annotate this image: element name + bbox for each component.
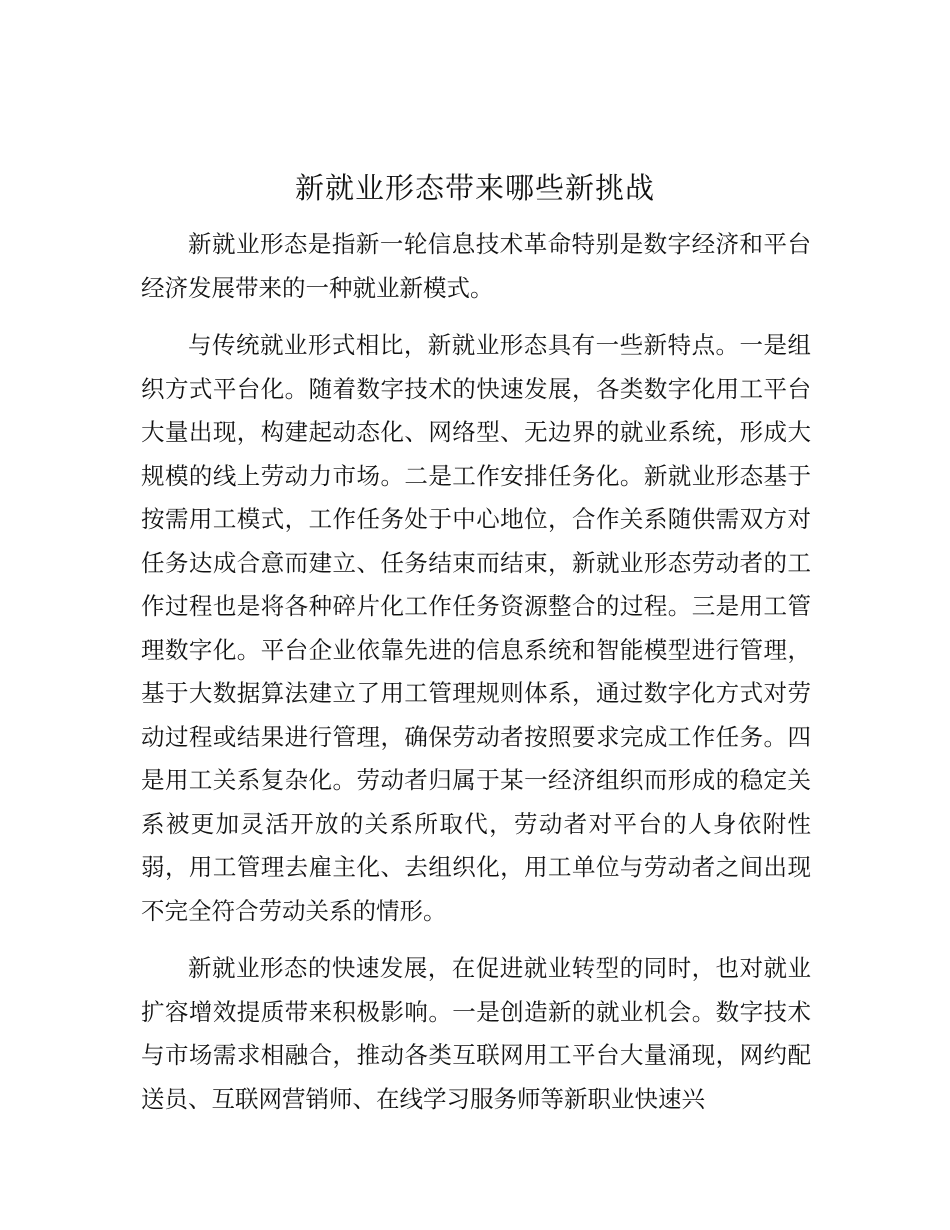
paragraph-intro: 新就业形态是指新一轮信息技术革命特别是数字经济和平台经济发展带来的一种就业新模式。 — [141, 230, 811, 302]
paragraph-features: 与传统就业形式相比，新就业形态具有一些新特点。一是组织方式平台化。随着数字技术的快速发展，各类数字化用工平台大量出现，构建起动态化、网络型、无边界的就业系统，形成大规模的线上劳动力市场。二是工作安排任务化。新就业形态基于按需用工模式，工作任务处于中心地位，合作关系随供需双方对任务达成合意而建立、任务结束而结束，新就业形态劳动者的工作过程也是将各种碎片化工作任务资源整合的过程。三是用工管理数字化。平台企业依靠先进的信息系统和智能模型进行管理，基于大数据算法建立了用工管理规则体系，通过数字化方式对劳动过程或结果进行管理，确保劳动者按照要求完成工作任务。四是用工关系复杂化。劳动者归属于某一经济组织而形成的稳定关系被更加灵活开放的关系所取代，劳动者对平台的人身依附性弱，用工管理去雇主化、去组织化，用工单位与劳动者之间出现不完全符合劳动关系的情形。 — [141, 331, 811, 925]
document-body — [141, 223, 811, 1135]
document-title: 新就业形态带来哪些新挑战 — [294, 171, 655, 205]
paragraph-impact: 新就业形态的快速发展，在促进就业转型的同时，也对就业扩容增效提质带来积极影响。一是创造新的就业机会。数字技术与市场需求相融合，推动各类互联网用工平台大量涌现，网约配送员、互联网营销师、在线学习服务师等新职业快速兴 — [141, 954, 811, 1113]
